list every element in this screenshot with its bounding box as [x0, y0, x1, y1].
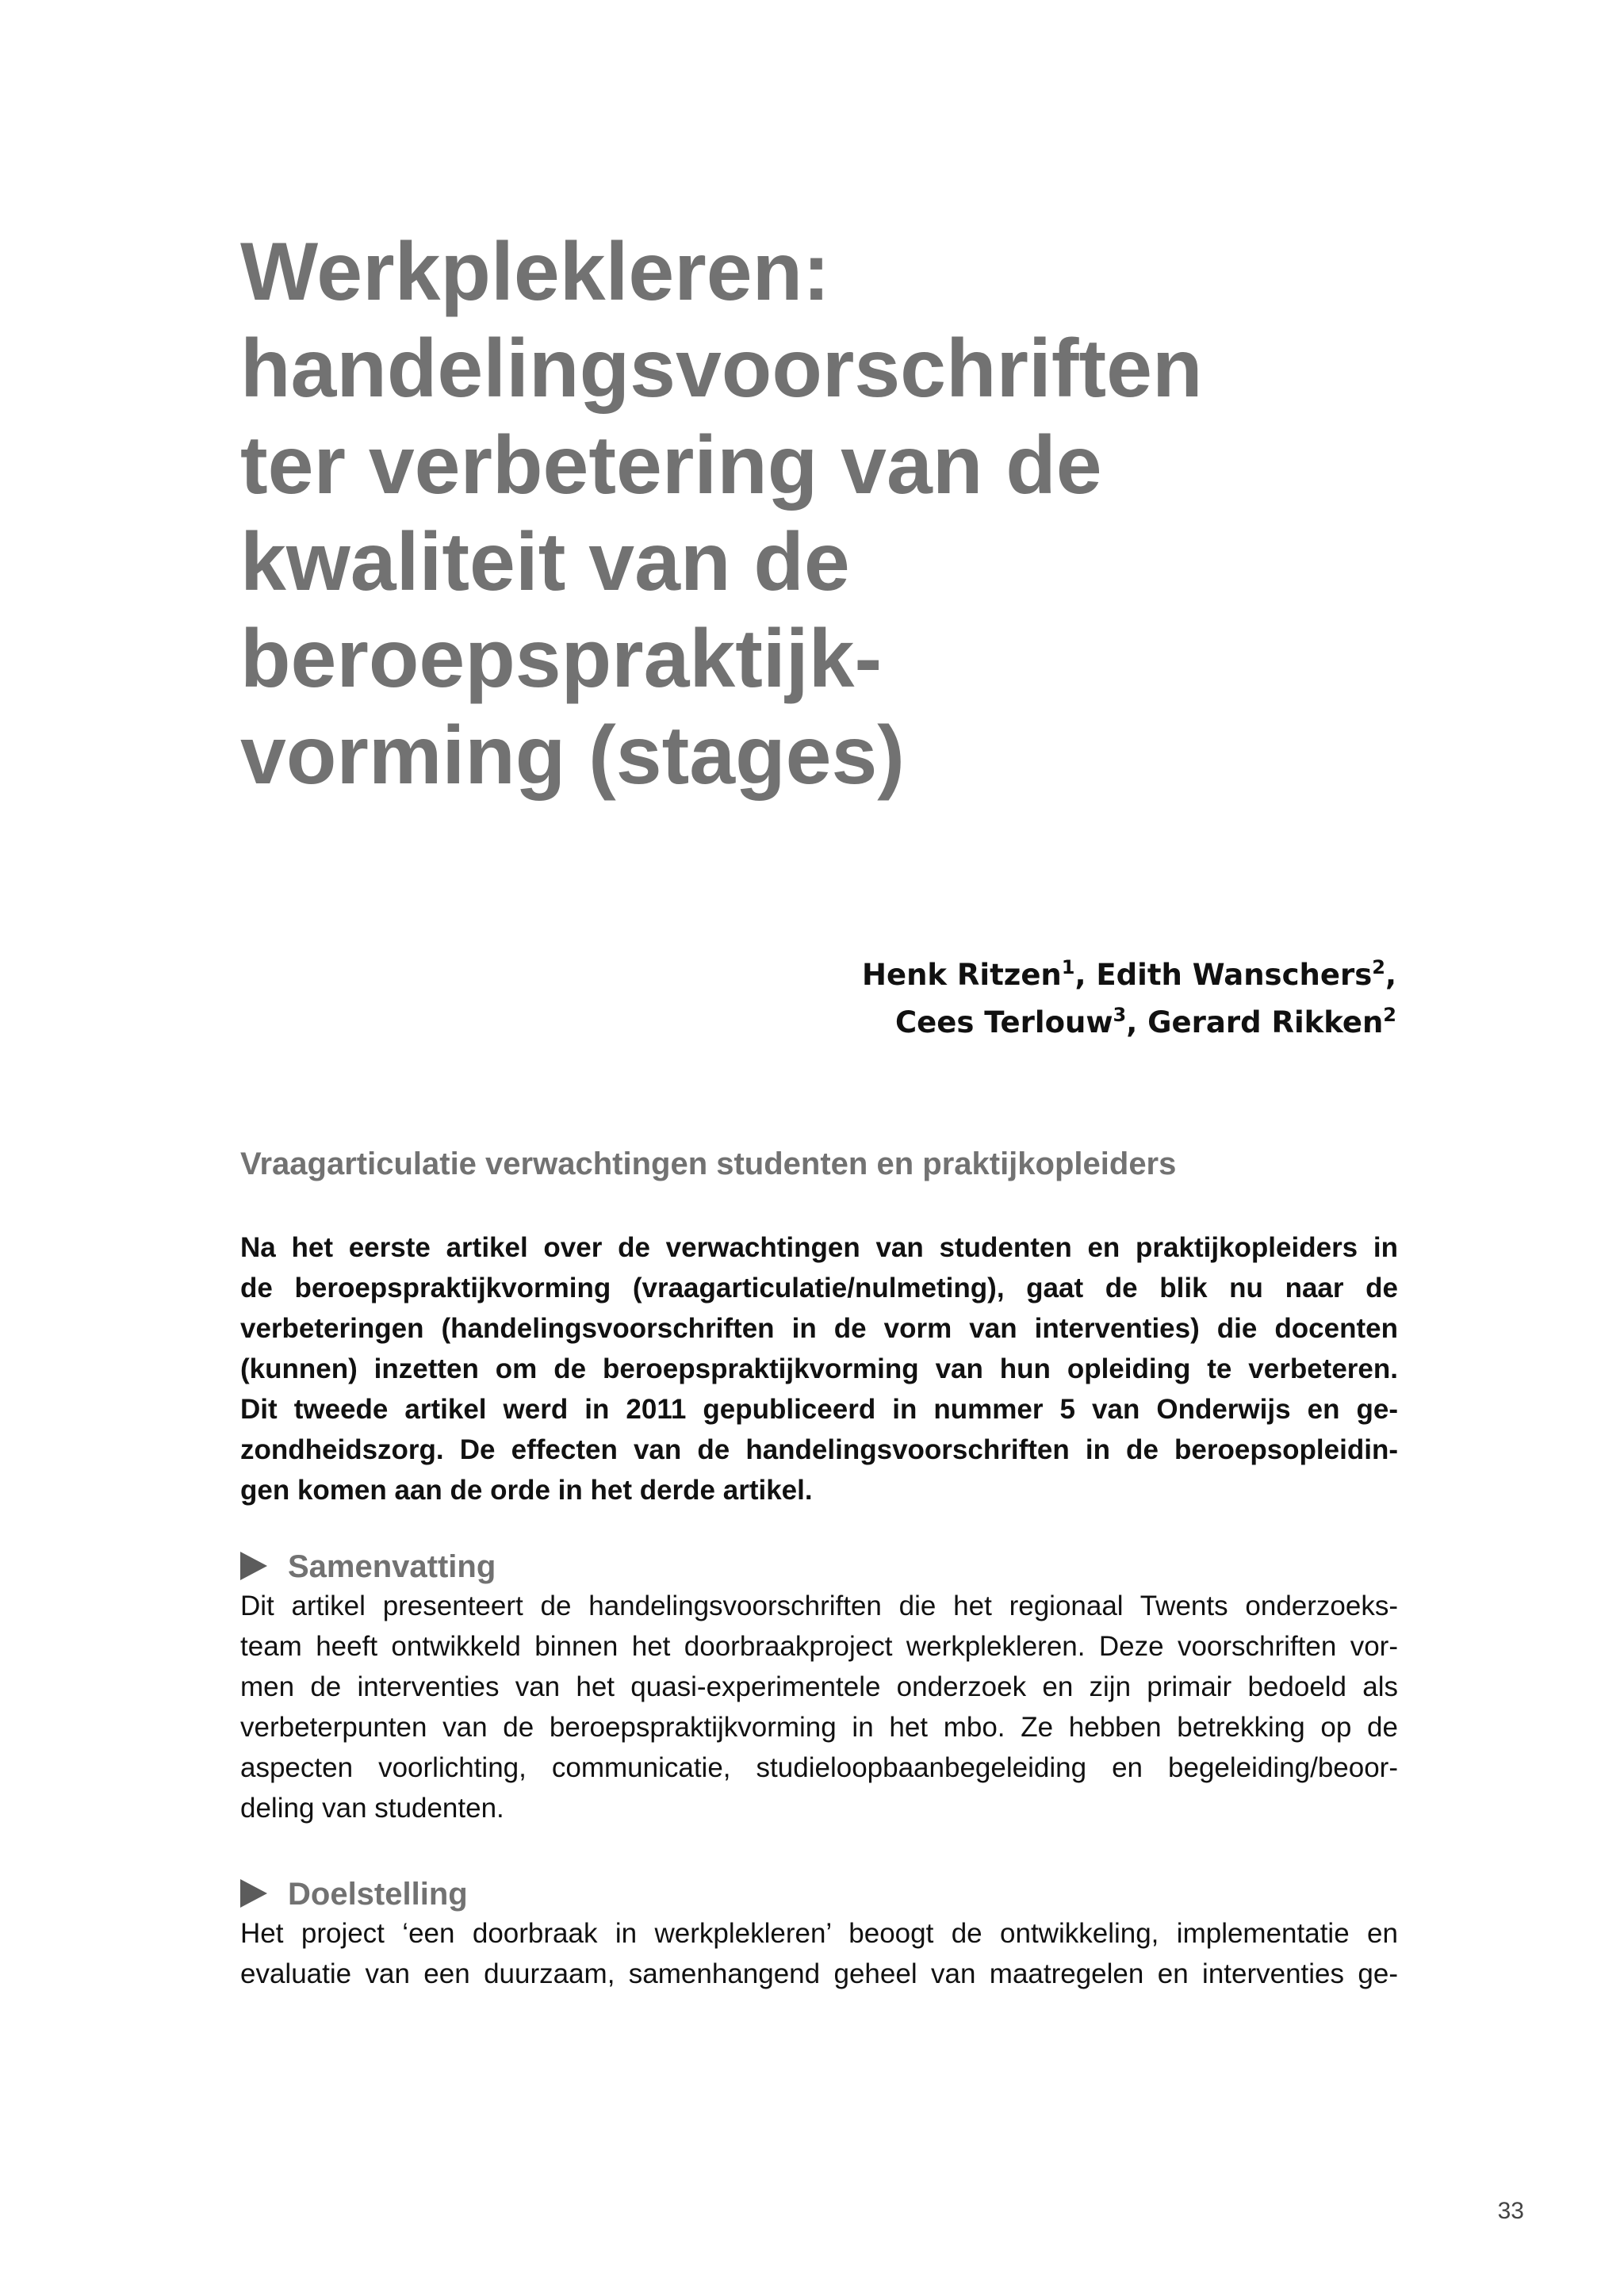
intro-line: gen komen aan de orde in het derde artikel.: [240, 1475, 813, 1506]
author-name: Edith Wanschers: [1096, 958, 1373, 992]
body-line: deling van studenten.: [240, 1793, 504, 1824]
body-line: evaluatie van een duurzaam, samenhangend geheel van maatregelen en interventies ge-: [240, 1958, 1398, 1989]
intro-line: de beroepspraktijkvorming (vraagarticulatie/nulmeting), gaat de blik nu naar de: [240, 1273, 1398, 1303]
body-line: verbeterpunten van de beroepspraktijkvorming in het mbo. Ze hebben betrekking op de: [240, 1712, 1398, 1743]
intro-line: (kunnen) inzetten om de beroepspraktijkvorming van hun opleiding te verbeteren.: [240, 1353, 1398, 1384]
title-line: vorming (stages): [240, 710, 905, 802]
title-line: beroepspraktijk-: [240, 613, 883, 705]
body-line: Dit artikel presenteert de handelingsvoorschriften die het regionaal Twents onderzoeks-: [240, 1591, 1398, 1621]
page-number: 33: [1497, 2198, 1524, 2224]
title-line: ter verbetering van de: [240, 419, 1102, 511]
title-line: kwaliteit van de: [240, 516, 850, 608]
intro-paragraph: [240, 1227, 1398, 1510]
body-line: men de interventies van het quasi-experimentele onderzoek en zijn primair bedoeld als: [240, 1671, 1398, 1702]
subheading: Vraagarticulatie verwachtingen studenten en praktijkopleiders: [240, 1146, 1177, 1181]
body-line: Het project ‘een doorbraak in werkplekleren’ beoogt de ontwikkeling, implementatie en: [240, 1918, 1398, 1949]
intro-line: zondheidszorg. De effecten van de handelingsvoorschriften in de beroepsopleidin-: [240, 1434, 1398, 1465]
doelstelling-paragraph: [240, 1913, 1398, 1994]
body-line: aspecten voorlichting, communicatie, studieloopbaanbegeleiding en begeleiding/beoor-: [240, 1752, 1398, 1783]
affiliation-marker: 3: [1113, 1004, 1127, 1026]
section-heading-label: Doelstelling: [288, 1877, 468, 1912]
title-line: Werkplekleren:: [240, 226, 830, 318]
section-heading-doelstelling: [240, 1874, 468, 1915]
author-name: Gerard Rikken: [1147, 1005, 1384, 1039]
affiliation-marker: 2: [1372, 956, 1385, 978]
article-title: [240, 224, 1430, 804]
author-list: [862, 951, 1396, 1047]
section-heading-label: Samenvatting: [288, 1549, 496, 1584]
author-line: Cees Terlouw$^3$, Gerard Rikken$^2$: [894, 1004, 1396, 1039]
intro-line: Na het eerste artikel over de verwachtingen van studenten en praktijkopleiders in: [240, 1232, 1398, 1263]
samenvatting-paragraph: [240, 1586, 1398, 1828]
affiliation-marker: 1: [1061, 956, 1075, 978]
intro-line: verbeteringen (handelingsvoorschriften in de vorm van interventies) die docenten: [240, 1313, 1398, 1344]
author-name: Henk Ritzen: [862, 958, 1062, 992]
body-line: team heeft ontwikkeld binnen het doorbraakproject werkplekleren. Deze voorschriften vor-: [240, 1631, 1398, 1662]
triangle-bullet-icon: [240, 1879, 267, 1908]
author-line: Henk Ritzen$^1$, Edith Wanschers$^2$,: [862, 956, 1396, 992]
affiliation-marker: 2: [1383, 1004, 1396, 1026]
section-heading-samenvatting: [240, 1546, 496, 1587]
title-line: handelingsvoorschriften: [240, 323, 1203, 415]
triangle-bullet-icon: [240, 1552, 267, 1580]
author-name: Cees Terlouw: [894, 1005, 1113, 1039]
intro-line: Dit tweede artikel werd in 2011 gepubliceerd in nummer 5 van Onderwijs en ge-: [240, 1394, 1398, 1425]
